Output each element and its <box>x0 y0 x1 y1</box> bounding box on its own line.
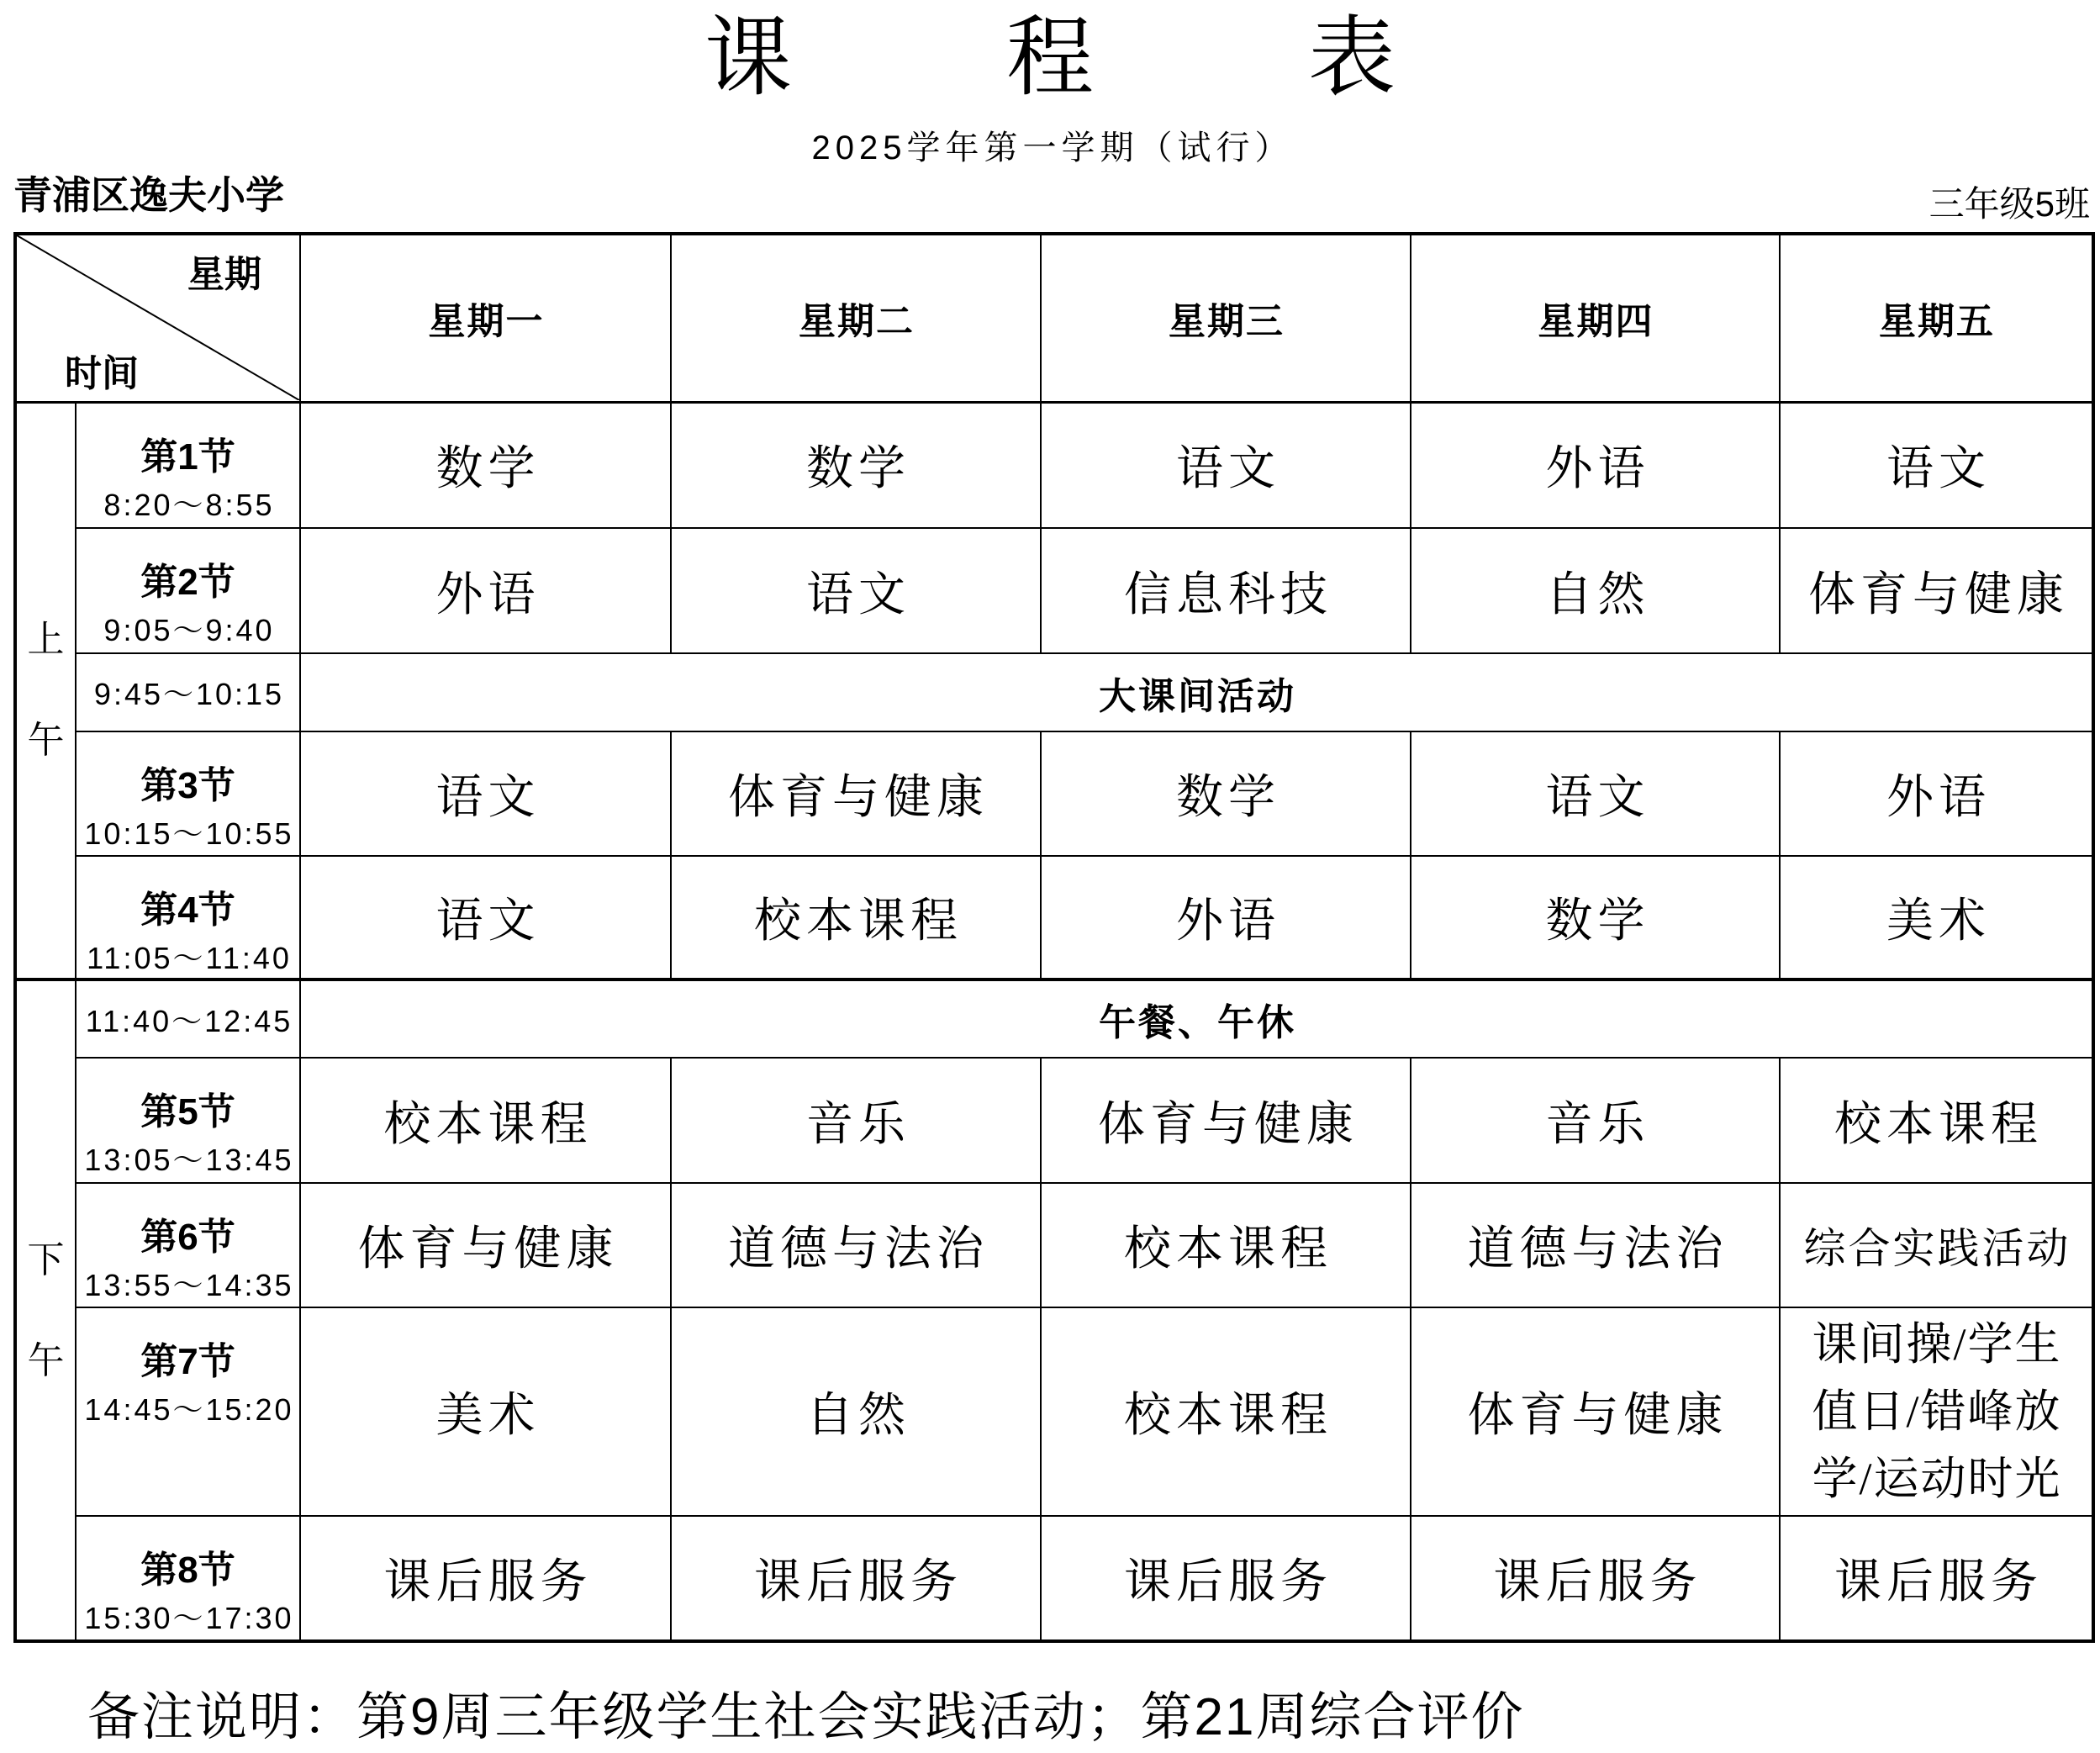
course-p2-wed: 信息科技 <box>1041 528 1411 653</box>
course-p5-wed: 体育与健康 <box>1041 1058 1411 1183</box>
period-time: 15:30～17:30 <box>84 1601 294 1635</box>
period-label: 第1节 <box>140 436 235 478</box>
course-p4-mon: 语文 <box>300 856 671 979</box>
course-p6-wed: 校本课程 <box>1041 1183 1411 1307</box>
lunch-time: 11:40～12:45 <box>76 979 300 1058</box>
course-p1-tue: 数学 <box>671 402 1041 528</box>
section-label-morning: 上午 <box>27 619 65 762</box>
course-p5-fri: 校本课程 <box>1780 1058 2093 1183</box>
course-p7-fri-line-3: 学/运动时光 <box>1812 1454 2062 1504</box>
course-p2-mon: 外语 <box>300 528 671 653</box>
break-activity: 大课间活动 <box>300 653 2093 731</box>
timetable <box>13 232 2095 1643</box>
day-header-wed: 星期三 <box>1041 234 1411 402</box>
course-p8-wed: 课后服务 <box>1041 1516 1411 1641</box>
course-p2-thu: 自然 <box>1411 528 1780 653</box>
table-row-p3 <box>15 731 2093 856</box>
period-cell-p3 <box>76 731 300 856</box>
course-p7-tue: 自然 <box>671 1307 1041 1516</box>
course-p6-tue: 道德与法治 <box>671 1183 1041 1307</box>
course-p3-tue: 体育与健康 <box>671 731 1041 856</box>
footnote-remarks: 备注说明：第9周三年级学生社会实践活动；第21周综合评价 <box>87 1688 1525 1746</box>
period-label: 第3节 <box>140 765 235 806</box>
table-row-p5 <box>15 1058 2093 1183</box>
course-p3-wed: 数学 <box>1041 731 1411 856</box>
course-p8-mon: 课后服务 <box>300 1516 671 1641</box>
course-p3-thu: 语文 <box>1411 731 1780 856</box>
period-label: 第6节 <box>140 1217 235 1258</box>
course-p5-mon: 校本课程 <box>300 1058 671 1183</box>
course-p7-mon: 美术 <box>300 1307 671 1516</box>
table-row-p6 <box>15 1183 2093 1307</box>
day-header-fri: 星期五 <box>1780 234 2093 402</box>
semester-subtitle: 2025学年第一学期（试行） <box>811 129 1294 166</box>
period-label: 第8节 <box>140 1550 235 1591</box>
period-cell-p6 <box>76 1183 300 1307</box>
course-p7-fri-line-2: 值日/错峰放 <box>1812 1386 2062 1437</box>
course-p7-fri <box>1780 1307 2093 1516</box>
period-cell-p7 <box>76 1307 300 1516</box>
period-time: 8:20～8:55 <box>103 487 275 522</box>
course-p1-fri: 语文 <box>1780 402 2093 528</box>
table-row-morning-break <box>15 653 2093 731</box>
period-time: 10:15～10:55 <box>84 816 294 851</box>
section-cell-morning <box>15 402 76 979</box>
table-row-p7 <box>15 1307 2093 1516</box>
section-label-afternoon: 下午 <box>27 1238 65 1381</box>
course-p1-thu: 外语 <box>1411 402 1780 528</box>
course-p6-thu: 道德与法治 <box>1411 1183 1780 1307</box>
period-cell-p5 <box>76 1058 300 1183</box>
course-p4-tue: 校本课程 <box>671 856 1041 979</box>
course-p2-fri: 体育与健康 <box>1780 528 2093 653</box>
course-p3-mon: 语文 <box>300 731 671 856</box>
corner-label-time: 时间 <box>65 353 139 395</box>
section-cell-afternoon <box>15 979 76 1641</box>
corner-header-cell <box>15 234 300 402</box>
corner-header-box <box>17 235 299 400</box>
day-header-tue: 星期二 <box>671 234 1041 402</box>
period-label: 第5节 <box>140 1091 235 1133</box>
course-p4-thu: 数学 <box>1411 856 1780 979</box>
course-p1-wed: 语文 <box>1041 402 1411 528</box>
lunch-activity: 午餐、午休 <box>300 979 2093 1058</box>
course-p1-mon: 数学 <box>300 402 671 528</box>
course-p7-wed: 校本课程 <box>1041 1307 1411 1516</box>
course-p8-fri: 课后服务 <box>1780 1516 2093 1641</box>
corner-label-weekday: 星期 <box>187 254 261 296</box>
table-row-p4 <box>15 856 2093 979</box>
period-cell-p1 <box>76 402 300 528</box>
period-label: 第4节 <box>140 890 235 931</box>
course-p2-tue: 语文 <box>671 528 1041 653</box>
period-cell-p4 <box>76 856 300 979</box>
header-row <box>15 234 2093 402</box>
period-label: 第2节 <box>140 562 235 603</box>
course-p4-wed: 外语 <box>1041 856 1411 979</box>
period-time: 13:55～14:35 <box>84 1268 294 1302</box>
table-row-p1 <box>15 402 2093 528</box>
course-p4-fri: 美术 <box>1780 856 2093 979</box>
table-row-lunch <box>15 979 2093 1058</box>
period-time: 13:05～13:45 <box>84 1143 294 1177</box>
period-time: 14:45～15:20 <box>84 1392 294 1427</box>
course-p6-fri: 综合实践活动 <box>1780 1183 2093 1307</box>
course-p5-thu: 音乐 <box>1411 1058 1780 1183</box>
period-time: 11:05～11:40 <box>87 941 292 975</box>
table-row-p2 <box>15 528 2093 653</box>
break-time: 9:45～10:15 <box>76 653 300 731</box>
page-title: 课程表 <box>704 10 1610 107</box>
period-time: 9:05～9:40 <box>103 613 275 647</box>
class-name: 三年级5班 <box>1929 184 2090 224</box>
course-p6-mon: 体育与健康 <box>300 1183 671 1307</box>
course-p7-thu: 体育与健康 <box>1411 1307 1780 1516</box>
period-cell-p8 <box>76 1516 300 1641</box>
period-label: 第7节 <box>140 1341 235 1382</box>
school-name: 青浦区逸夫小学 <box>13 173 284 217</box>
course-p8-thu: 课后服务 <box>1411 1516 1780 1641</box>
course-p3-fri: 外语 <box>1780 731 2093 856</box>
course-p7-fri-line-1: 课间操/学生 <box>1812 1319 2062 1370</box>
period-cell-p2 <box>76 528 300 653</box>
table-row-p8 <box>15 1516 2093 1641</box>
day-header-mon: 星期一 <box>300 234 671 402</box>
course-p8-tue: 课后服务 <box>671 1516 1041 1641</box>
course-p5-tue: 音乐 <box>671 1058 1041 1183</box>
day-header-thu: 星期四 <box>1411 234 1780 402</box>
